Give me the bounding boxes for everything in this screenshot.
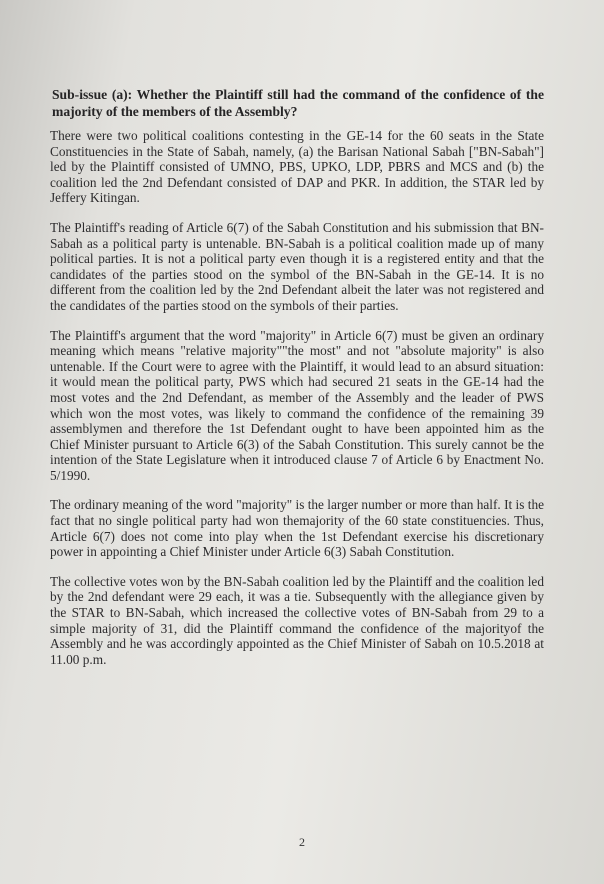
page-number: 2 bbox=[299, 835, 305, 849]
paragraph-3: The Plaintiff's argument that the word "majority" in Article 6(7) must be given an ordinary meaning which means "relative majority""the most" and not "absolute majority" is also untenable. If the Court were to agree with the Plaintiff, it would lead to an absurd situation: it would mean the political party, PWS which had secured 21 seats in the GE-14 had the most votes and the 2nd Defendant, as member of the Assembly and the leader of PWS which won the most votes, was likely to command the confidence of the remaining 39 assemblymen and therefore the 1st Defendant ought to have been appointed him as the Chief Minister pursuant to Article 6(3) of the Sabah Constitution. This surely cannot be the intention of the State Legislature when it introduced clause 7 of Article 6 by Enactment No. 5/1990. bbox=[50, 327, 544, 483]
paragraph-4: The ordinary meaning of the word "majority" is the larger number or more than half. It is the fact that no single political party had won themajority of the 60 state constituencies. Thus, Article 6(7) does not come into play when the 1st Defendant exercise his discretionary power in appointing a Chief Minister under Article 6(3) Sabah Constitution. bbox=[50, 497, 544, 560]
paragraph-1: There were two political coalitions contesting in the GE-14 for the 60 seats in the State Constituencies in the State of Sabah, namely, (a) the Barisan National Sabah ["BN-Sabah"] led by the Plaintiff consisted of UMNO, PBS, UPKO, LDP, PBRS and MCS and (b) the coalition led the 2nd Defendant consisted of DAP and PKR. In addition, the STAR led by Jeffery Kitingan. bbox=[50, 128, 544, 206]
sub-issue-heading: Sub-issue (a): Whether the Plaintiff still had the command of the confidence of the majority of the members of the Assembly? bbox=[52, 87, 544, 119]
paragraph-5: The collective votes won by the BN-Sabah coalition led by the Plaintiff and the coalition led by the 2nd defendant were 29 each, it was a tie. Subsequently with the allegiance given by the STAR to BN-Sabah, which increased the collective votes of BN-Sabah from 29 to a simple majority of 31, did the Plaintiff command the confidence of the majorityof the Assembly and he was accordingly appointed as the Chief Minister of Sabah on 10.5.2018 at 11.00 p.m. bbox=[50, 573, 544, 667]
paragraph-2: The Plaintiff's reading of Article 6(7) of the Sabah Constitution and his submission that BN-Sabah as a political party is untenable. BN-Sabah is a political coalition made up of many political parties. It is not a political party even though it is a registered entity and that the candidates of the parties stood on the symbol of the BN-Sabah in the GE-14. It is no different from the coalition led by the 2nd Defendant albeit the later was not registered and the candidates of the parties stood on the symbols of their parties. bbox=[50, 219, 544, 313]
